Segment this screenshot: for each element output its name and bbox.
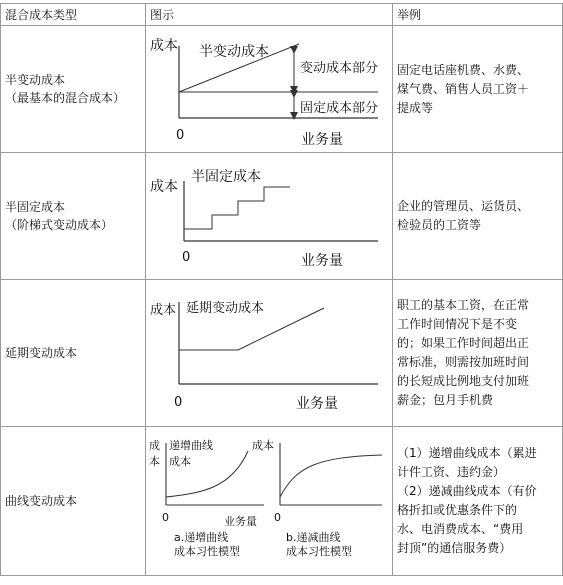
step-line-solid [184,187,290,229]
table-row [1,26,563,153]
table-row [1,427,563,576]
right-y-label: 成本 [252,439,274,452]
table-row [1,280,563,427]
table-row [1,153,563,280]
curve-label-2: 成本 [169,455,191,468]
type-name: 半固定成本 [5,200,66,214]
y-axis-label: 成本 [150,38,178,54]
semi-fixed-chart [146,153,393,279]
type-cell [1,153,146,280]
right-origin: 0 [274,511,281,524]
y-axis-label: 成本 [150,179,178,195]
curve-label-1: 递增曲线 [169,439,213,452]
origin-label: 0 [176,128,185,143]
variable-annotation: 变动成本部分 [300,61,379,76]
left-y-label-2: 本 [149,455,160,468]
example-cell: （1）递增曲线成本（累进 计件工资、违约金） （2）递减曲线成本（有价 格折扣或优惠条件下的 水、电消费成本、“费用 封顶”的通信服务费） [393,427,563,576]
header-example: 举例 [393,4,563,26]
diagram-cell [146,153,393,280]
y-axis-label: 成本 [150,303,177,318]
chart-title: 半固定成本 [191,169,261,185]
x-axis-label: 业务量 [296,396,338,412]
header-type: 混合成本类型 [1,4,146,26]
type-name: 半变动成本 [5,73,66,87]
example-cell: 企业的管理员、运货员、 检验员的工资等 [393,153,563,280]
origin-label: 0 [174,395,183,410]
x-axis-label: 业务量 [301,253,343,269]
right-caption-2: 成本习性模型 [286,545,352,558]
left-x-label: 业务量 [224,515,257,528]
type-subtitle: （最基本的混合成本） [5,91,126,105]
diagram-cell [146,427,393,576]
type-name: 延期变动成本 [5,346,78,360]
curvilinear-chart [146,427,393,575]
fixed-annotation: 固定成本部分 [300,101,379,116]
type-subtitle: （阶梯式变动成本） [5,218,114,232]
left-caption-2: 成本习性模型 [174,545,240,558]
header-diagram: 图示 [146,4,393,26]
semi-variable-chart [146,26,393,152]
left-y-label-1: 成 [149,439,160,452]
example-cell: 固定电话座机费、水费、 煤气费、销售人员工资＋ 提成等 [393,26,563,153]
chart-title: 延期变动成本 [186,301,265,316]
type-cell [1,427,146,576]
type-cell [1,26,146,153]
right-caption-1: b.递减曲线 [286,531,341,544]
left-caption-1: a.递增曲线 [174,531,229,544]
chart-title: 半变动成本 [199,44,269,60]
deferred-variable-chart [146,280,393,426]
origin-label: 0 [182,250,191,265]
type-cell [1,280,146,427]
x-axis-label: 业务量 [301,132,343,148]
diagram-cell [146,280,393,427]
left-origin: 0 [162,511,169,524]
diagram-cell [146,26,393,153]
cost-type-table [0,3,563,576]
header-row [1,4,563,26]
example-cell: 职工的基本工资，在正常 工作时间情况下是不变 的；如果工作时间超出正 常标准，则需按加班时间 的长短成比例地支付加班 薪金；包月手机费 [393,280,563,427]
type-name: 曲线变动成本 [5,494,78,508]
decreasing-curve [280,455,382,497]
